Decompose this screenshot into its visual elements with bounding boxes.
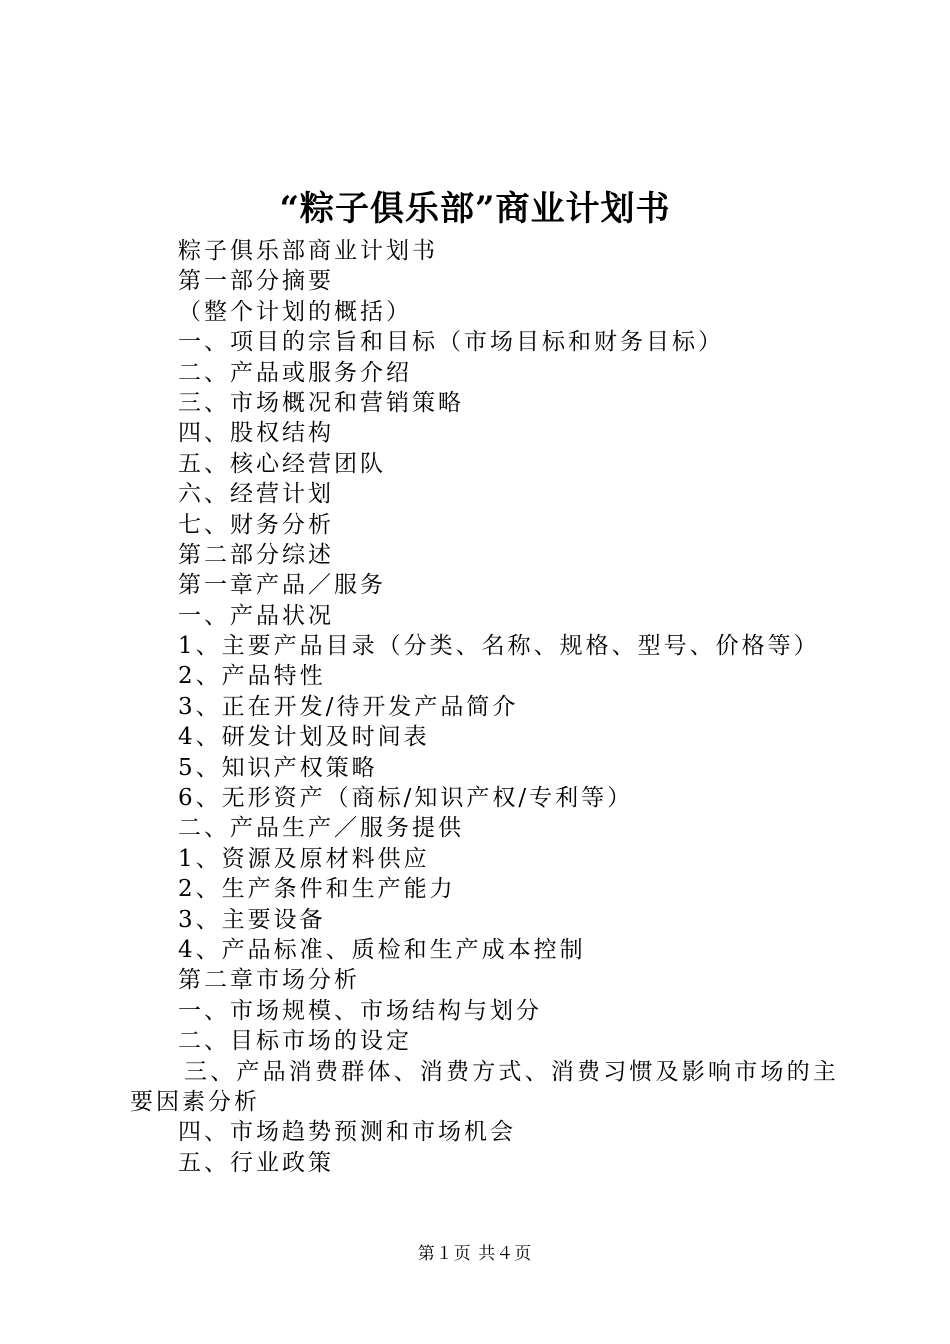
body-line: 七、财务分析 <box>178 511 334 538</box>
body-line: 第一章产品／服务 <box>178 572 386 599</box>
body-line: 二、产品或服务介绍 <box>178 359 412 386</box>
body-line: 4、产品标准、质检和生产成本控制 <box>178 936 586 963</box>
document-body <box>130 236 839 1178</box>
body-line: 3、正在开发/待开发产品简介 <box>178 693 519 720</box>
body-line: 四、股权结构 <box>178 420 334 447</box>
body-line: 四、市场趋势预测和市场机会 <box>178 1119 516 1146</box>
body-line: 3、主要设备 <box>178 906 326 933</box>
page-footer: 第１页 共４页 <box>417 1244 533 1264</box>
body-line: 三、市场概况和营销策略 <box>178 389 464 416</box>
body-line: 二、产品生产／服务提供 <box>178 815 464 842</box>
body-line-wrapped-first: 三、产品消费群体、消费方式、消费习惯及影响市场的主 <box>184 1058 839 1085</box>
body-line: 2、产品特性 <box>178 663 326 690</box>
body-line: 一、市场规模、市场结构与划分 <box>178 997 542 1024</box>
document-title: “粽子俱乐部”商业计划书 <box>279 189 671 229</box>
body-line: 5、知识产权策略 <box>178 754 378 781</box>
body-line: 第二章市场分析 <box>178 967 360 994</box>
body-line: 第一部分摘要 <box>178 268 334 295</box>
body-line: 一、产品状况 <box>178 602 334 629</box>
body-line: 4、研发计划及时间表 <box>178 724 430 751</box>
body-line: 粽子俱乐部商业计划书 <box>178 238 438 264</box>
body-line: 二、目标市场的设定 <box>178 1028 412 1055</box>
body-line: 五、行业政策 <box>178 1149 334 1176</box>
body-line: 2、生产条件和生产能力 <box>178 876 456 903</box>
body-line: 六、经营计划 <box>178 481 334 508</box>
body-line: （整个计划的概括） <box>178 298 412 325</box>
body-line: 第二部分综述 <box>178 541 334 568</box>
body-line: 1、资源及原材料供应 <box>178 845 430 872</box>
body-line: 6、无形资产（商标/知识产权/专利等） <box>178 785 634 812</box>
body-line-wrapped-continued: 要因素分析 <box>130 1088 260 1115</box>
body-line: 五、核心经营团队 <box>178 450 386 477</box>
body-line: 一、项目的宗旨和目标（市场目标和财务目标） <box>178 329 724 356</box>
body-line: 1、主要产品目录（分类、名称、规格、型号、价格等） <box>178 633 820 660</box>
